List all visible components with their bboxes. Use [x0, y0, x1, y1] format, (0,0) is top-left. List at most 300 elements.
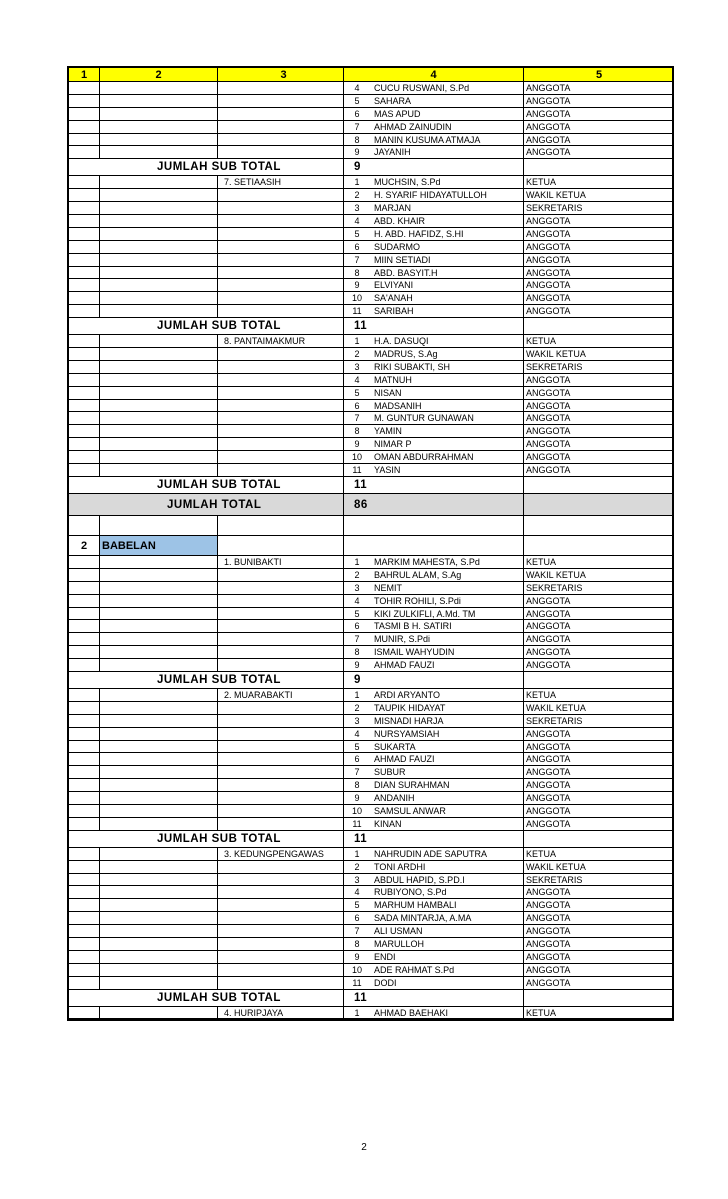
member-role: KETUA [523, 556, 672, 568]
cell-name-col [99, 556, 217, 568]
member-name: ABD. KHAIR [374, 216, 426, 227]
member-cell [343, 279, 523, 291]
village-name: 2. MUARABAKTI [217, 689, 343, 701]
member-number: 4 [354, 728, 360, 739]
subtotal-value: 11 [343, 477, 523, 493]
member-row [69, 176, 672, 189]
district-row [69, 536, 672, 556]
member-cell [343, 874, 523, 886]
total-label: JUMLAH TOTAL [167, 498, 262, 511]
member-number: 8 [354, 426, 360, 437]
member-role: ANGGOTA [523, 805, 672, 817]
cell-name-col [99, 595, 217, 607]
member-row [69, 189, 672, 202]
cell-name-col [99, 228, 217, 240]
member-row [69, 348, 672, 361]
cell-name-col [99, 951, 217, 963]
member-cell [343, 818, 523, 830]
cell-name-col [99, 964, 217, 976]
member-number: 6 [354, 913, 360, 924]
member-name: TONI ARDHI [374, 861, 426, 872]
member-row [69, 728, 672, 741]
cell-district [69, 861, 99, 873]
cell-name-col [99, 412, 217, 424]
member-row [69, 595, 672, 608]
member-number: 9 [354, 147, 360, 158]
cell-empty [343, 536, 523, 555]
member-row [69, 818, 672, 831]
member-name: SARIBAH [374, 306, 414, 317]
member-role: ANGGOTA [523, 228, 672, 240]
member-number: 4 [354, 887, 360, 898]
member-row [69, 108, 672, 121]
member-name: MARULLOH [374, 938, 425, 949]
cell-empty [69, 672, 99, 688]
member-role: ANGGOTA [523, 134, 672, 146]
cell-district [69, 146, 99, 158]
cell-district [69, 569, 99, 581]
cell-empty [523, 318, 672, 334]
cell-district [69, 254, 99, 266]
cell-name-col [99, 146, 217, 158]
member-name: ANDANIH [374, 793, 415, 804]
member-name: AHMAD FAUZI [374, 660, 435, 671]
cell-village [217, 608, 343, 620]
member-cell [343, 899, 523, 911]
subtotal-label-cell [99, 318, 281, 334]
member-role: ANGGOTA [523, 82, 672, 94]
member-number: 2 [354, 702, 360, 713]
member-row [69, 964, 672, 977]
member-row [69, 82, 672, 95]
cell-district [69, 82, 99, 94]
cell-name-col [99, 361, 217, 373]
member-number: 3 [354, 361, 360, 372]
cell-district [69, 964, 99, 976]
cell-district [69, 779, 99, 791]
cell-district [69, 228, 99, 240]
member-row [69, 95, 672, 108]
village-name: 7. SETIAASIH [217, 176, 343, 188]
cell-district [69, 134, 99, 146]
cell-name-col [99, 95, 217, 107]
cell-name-col [99, 925, 217, 937]
member-number: 8 [354, 938, 360, 949]
table-body [69, 82, 672, 1019]
village-name: 3. KEDUNGPENGAWAS [217, 848, 343, 860]
member-row [69, 741, 672, 754]
member-role: ANGGOTA [523, 753, 672, 765]
cell-name-col [99, 753, 217, 765]
cell-village [217, 659, 343, 671]
member-row [69, 374, 672, 387]
member-name: MADRUS, S.Ag [374, 349, 438, 360]
cell-village [217, 741, 343, 753]
member-role: ANGGOTA [523, 412, 672, 424]
member-cell [343, 95, 523, 107]
member-name: AHMAD ZAINUDIN [374, 121, 452, 132]
cell-village [217, 715, 343, 727]
cell-village [217, 899, 343, 911]
member-role: ANGGOTA [523, 925, 672, 937]
cell-name-col [99, 818, 217, 830]
member-number: 2 [354, 569, 360, 580]
member-name: BAHRUL ALAM, S.Ag [374, 569, 462, 580]
cell-name-col [99, 779, 217, 791]
cell-name-col [99, 451, 217, 463]
cell-village [217, 215, 343, 227]
cell-district [69, 702, 99, 714]
member-role: ANGGOTA [523, 938, 672, 950]
cell-name-col [99, 861, 217, 873]
member-number: 1 [354, 848, 360, 859]
member-number: 10 [351, 805, 362, 816]
member-role: ANGGOTA [523, 464, 672, 476]
cell-name-col [99, 728, 217, 740]
header-col-5: 5 [523, 68, 672, 81]
subtotal-row [69, 990, 672, 1007]
village-name [217, 82, 343, 94]
cell-district [69, 215, 99, 227]
member-number: 9 [354, 660, 360, 671]
member-name: TAUPIK HIDAYAT [374, 702, 446, 713]
member-role: ANGGOTA [523, 254, 672, 266]
member-number: 4 [354, 374, 360, 385]
member-role: SEKRETARIS [523, 361, 672, 373]
member-role: ANGGOTA [523, 964, 672, 976]
cell-district [69, 608, 99, 620]
cell-village [217, 228, 343, 240]
member-name: MARKIM MAHESTA, S.Pd [374, 556, 480, 567]
member-role: ANGGOTA [523, 108, 672, 120]
cell-district [69, 464, 99, 476]
cell-district [69, 741, 99, 753]
member-name: SA'ANAH [374, 293, 413, 304]
member-number: 9 [354, 439, 360, 450]
member-cell [343, 620, 523, 632]
member-row [69, 292, 672, 305]
member-cell [343, 702, 523, 714]
member-role: ANGGOTA [523, 279, 672, 291]
cell-name-col [99, 912, 217, 924]
member-name: NISAN [374, 387, 402, 398]
member-row [69, 146, 672, 159]
cell-district [69, 912, 99, 924]
member-role: ANGGOTA [523, 620, 672, 632]
member-row [69, 608, 672, 621]
member-number: 6 [354, 241, 360, 252]
member-row [69, 646, 672, 659]
member-cell [343, 886, 523, 898]
member-name: YASIN [374, 465, 401, 476]
member-row [69, 689, 672, 702]
cell-village [217, 646, 343, 658]
member-name: AHMAD FAUZI [374, 754, 435, 765]
member-row [69, 425, 672, 438]
cell-village [217, 464, 343, 476]
cell-empty [523, 159, 672, 175]
cell-district [69, 938, 99, 950]
cell-village [217, 348, 343, 360]
member-cell [343, 348, 523, 360]
subtotal-label-cell [99, 831, 281, 847]
member-number: 5 [354, 228, 360, 239]
member-row [69, 202, 672, 215]
cell-name-col [99, 335, 217, 347]
member-number: 10 [351, 293, 362, 304]
member-name: NAHRUDIN ADE SAPUTRA [374, 848, 488, 859]
member-cell [343, 608, 523, 620]
member-number: 9 [354, 951, 360, 962]
member-role: ANGGOTA [523, 292, 672, 304]
member-name: H.A. DASUQI [374, 336, 429, 347]
member-row [69, 335, 672, 348]
member-name: JAYANIH [374, 147, 411, 158]
cell-empty [523, 477, 672, 493]
table-header [69, 68, 672, 82]
member-name: AHMAD BAEHAKI [374, 1007, 449, 1018]
member-cell [343, 569, 523, 581]
member-role: ANGGOTA [523, 951, 672, 963]
member-cell [343, 964, 523, 976]
member-number: 5 [354, 900, 360, 911]
member-row [69, 569, 672, 582]
subtotal-label: JUMLAH SUB TOTAL [157, 320, 281, 333]
member-role: ANGGOTA [523, 241, 672, 253]
header-col-4: 4 [343, 68, 523, 81]
cell-village [217, 779, 343, 791]
member-role: WAKIL KETUA [523, 569, 672, 581]
member-cell [343, 374, 523, 386]
member-number: 7 [354, 254, 360, 265]
cell-name-col [99, 792, 217, 804]
cell-village [217, 633, 343, 645]
cell-name-col [99, 633, 217, 645]
member-role: SEKRETARIS [523, 582, 672, 594]
cell-name-col [99, 805, 217, 817]
member-row [69, 659, 672, 672]
cell-district [69, 267, 99, 279]
member-name: ABD. BASYIT.H [374, 267, 438, 278]
subtotal-label-cell [99, 159, 281, 175]
member-role: ANGGOTA [523, 451, 672, 463]
subtotal-row [69, 159, 672, 176]
member-name: OMAN ABDURRAHMAN [374, 452, 474, 463]
subtotal-row [69, 831, 672, 848]
member-number: 2 [354, 349, 360, 360]
member-cell [343, 951, 523, 963]
subtotal-row [69, 477, 672, 494]
member-name: MUCHSIN, S.Pd [374, 177, 441, 188]
member-role: KETUA [523, 1007, 672, 1019]
member-name: H. SYARIF HIDAYATULLOH [374, 190, 487, 201]
cell-district [69, 202, 99, 214]
cell-name-col [99, 766, 217, 778]
member-row [69, 792, 672, 805]
member-cell [343, 805, 523, 817]
member-name: MADSANIH [374, 400, 422, 411]
member-cell [343, 438, 523, 450]
member-number: 5 [354, 95, 360, 106]
cell-village [217, 728, 343, 740]
member-row [69, 241, 672, 254]
member-row [69, 977, 672, 990]
cell-name-col [99, 848, 217, 860]
cell-name-col [99, 241, 217, 253]
member-role: WAKIL KETUA [523, 702, 672, 714]
member-name: SUBUR [374, 767, 406, 778]
member-cell [343, 267, 523, 279]
member-row [69, 228, 672, 241]
member-name: ENDI [374, 951, 396, 962]
cell-village [217, 267, 343, 279]
cell-village [217, 569, 343, 581]
member-name: TOHIR ROHILI, S.Pdi [374, 595, 461, 606]
header-col-3: 3 [217, 68, 343, 81]
cell-name-col [99, 254, 217, 266]
cell-village [217, 121, 343, 133]
member-number: 8 [354, 267, 360, 278]
cell-district [69, 620, 99, 632]
member-name: CUCU RUSWANI, S.Pd [374, 83, 470, 93]
cell-district [69, 925, 99, 937]
member-row [69, 874, 672, 887]
cell-empty [523, 831, 672, 847]
cell-name-col [99, 202, 217, 214]
member-name: NURSYAMSIAH [374, 728, 440, 739]
member-cell [343, 741, 523, 753]
member-row [69, 633, 672, 646]
member-name: SAHARA [374, 95, 412, 106]
member-name: KINAN [374, 818, 402, 829]
member-role: ANGGOTA [523, 818, 672, 830]
member-number: 7 [354, 121, 360, 132]
member-row [69, 412, 672, 425]
cell-village [217, 425, 343, 437]
cell-name-col [99, 374, 217, 386]
member-number: 7 [354, 634, 360, 645]
member-name: MATNUH [374, 374, 412, 385]
member-role: ANGGOTA [523, 146, 672, 158]
member-number: 5 [354, 387, 360, 398]
cell-village [217, 400, 343, 412]
member-name: MIIN SETIADI [374, 254, 431, 265]
cell-village [217, 792, 343, 804]
subtotal-label: JUMLAH SUB TOTAL [157, 478, 281, 491]
cell-name-col [99, 608, 217, 620]
member-number: 6 [354, 754, 360, 765]
member-cell [343, 582, 523, 594]
cell-district [69, 1007, 99, 1019]
member-number: 11 [352, 818, 362, 829]
cell-name-col [99, 977, 217, 989]
cell-name-col [99, 292, 217, 304]
member-number: 1 [354, 177, 360, 188]
cell-name-col [99, 82, 217, 94]
cell-name-col [99, 387, 217, 399]
cell-name-col [99, 108, 217, 120]
cell-village [217, 964, 343, 976]
member-number: 7 [354, 926, 360, 937]
member-name: TASMI B H. SATIRI [374, 621, 452, 632]
member-cell [343, 134, 523, 146]
cell-village [217, 254, 343, 266]
cell-district [69, 792, 99, 804]
member-role: ANGGOTA [523, 305, 672, 317]
member-role: ANGGOTA [523, 886, 672, 898]
member-name: ALI USMAN [374, 926, 423, 937]
member-number: 10 [351, 964, 362, 975]
member-row [69, 305, 672, 318]
member-cell [343, 335, 523, 347]
member-row [69, 438, 672, 451]
member-role: ANGGOTA [523, 425, 672, 437]
cell-district [69, 728, 99, 740]
member-name: RUBIYONO, S.Pd [374, 887, 447, 898]
member-number: 6 [354, 621, 360, 632]
member-row [69, 861, 672, 874]
member-row [69, 848, 672, 861]
member-name: SUKARTA [374, 741, 416, 752]
member-cell [343, 189, 523, 201]
member-role: SEKRETARIS [523, 874, 672, 886]
member-cell [343, 848, 523, 860]
member-role: WAKIL KETUA [523, 861, 672, 873]
cell-village [217, 861, 343, 873]
member-cell [343, 779, 523, 791]
member-role: ANGGOTA [523, 215, 672, 227]
member-row [69, 899, 672, 912]
cell-name-col [99, 279, 217, 291]
member-cell [343, 689, 523, 701]
member-cell [343, 254, 523, 266]
member-number: 9 [354, 793, 360, 804]
member-name: NEMIT [374, 582, 402, 593]
subtotal-label-cell [99, 672, 281, 688]
header-col-1: 1 [80, 69, 88, 81]
member-number: 4 [354, 595, 360, 606]
subtotal-row [69, 672, 672, 689]
member-role: WAKIL KETUA [523, 189, 672, 201]
member-name: NIMAR P [374, 439, 412, 450]
member-number: 2 [354, 190, 360, 201]
cell-name-col [99, 886, 217, 898]
cell-name-col [99, 715, 217, 727]
member-role: ANGGOTA [523, 121, 672, 133]
member-role: ANGGOTA [523, 728, 672, 740]
total-label-cell [99, 494, 262, 515]
member-cell [343, 146, 523, 158]
cell-village [217, 805, 343, 817]
cell-empty [69, 318, 99, 334]
village-name: 8. PANTAIMAKMUR [217, 335, 343, 347]
cell-empty [69, 159, 99, 175]
member-role: KETUA [523, 335, 672, 347]
member-number: 9 [354, 280, 360, 291]
cell-district [69, 582, 99, 594]
member-row [69, 805, 672, 818]
cell-empty [99, 516, 217, 535]
member-cell [343, 387, 523, 399]
cell-village [217, 886, 343, 898]
member-cell [343, 938, 523, 950]
member-row [69, 620, 672, 633]
member-cell [343, 792, 523, 804]
member-role: ANGGOTA [523, 633, 672, 645]
member-row [69, 267, 672, 280]
subtotal-label-cell [99, 990, 281, 1006]
member-role: ANGGOTA [523, 438, 672, 450]
